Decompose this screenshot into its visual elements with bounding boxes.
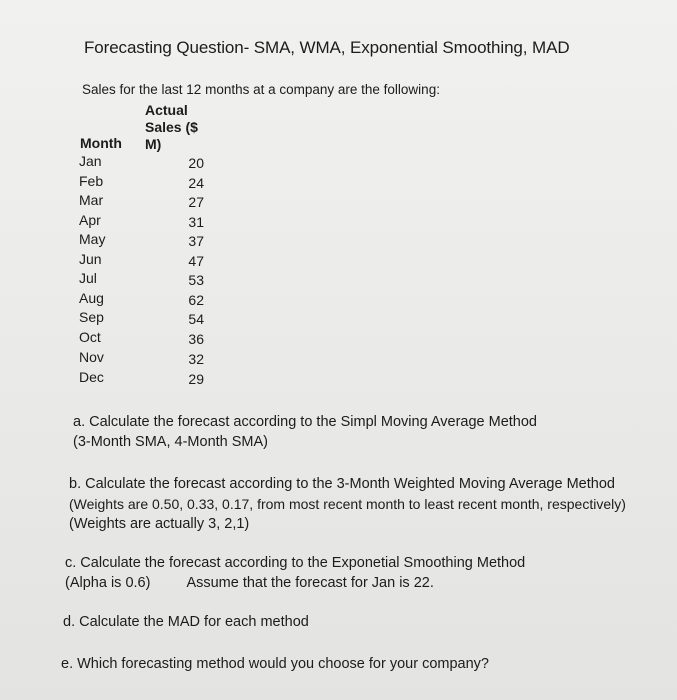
month-cell: Jan <box>79 153 102 169</box>
month-cell: Oct <box>79 329 101 345</box>
sales-cell: 29 <box>188 371 204 387</box>
sales-header-line: Actual <box>145 102 188 118</box>
page-title: Forecasting Question- SMA, WMA, Exponential Smoothing, MAD <box>84 38 570 57</box>
month-cell: Jun <box>79 251 102 267</box>
sales-header-line: Sales ($ <box>145 119 198 135</box>
sales-cell: 36 <box>188 331 204 347</box>
initial-forecast-note: Assume that the forecast for Jan is 22. <box>186 575 434 591</box>
sales-cell: 47 <box>188 253 204 269</box>
month-cell: Jul <box>79 270 97 286</box>
question-c-line: c. Calculate the forecast according to the Exponetial Smoothing Method <box>65 555 526 571</box>
sales-cell: 27 <box>188 194 204 210</box>
month-cell: Apr <box>79 212 101 228</box>
sales-cell: 53 <box>188 272 204 288</box>
question-c <box>65 553 525 593</box>
month-cell: Mar <box>79 192 104 208</box>
question-e-line: e. Which forecasting method would you choose for your company? <box>61 656 489 672</box>
month-column-header: Month <box>80 135 122 151</box>
sales-cell: 37 <box>188 233 204 249</box>
month-cell: Aug <box>79 290 104 306</box>
question-b-line: (Weights are 0.50, 0.33, 0.17, from most recent month to least recent month, respectively) <box>69 496 626 512</box>
alpha-note: (Alpha is 0.6) <box>65 575 151 591</box>
sales-header-line: M) <box>145 136 162 152</box>
question-d <box>63 612 309 632</box>
sales-cell: 20 <box>188 155 204 171</box>
sales-cell: 31 <box>188 214 204 230</box>
question-d-line: d. Calculate the MAD for each method <box>63 614 309 630</box>
question-b <box>69 474 626 534</box>
sales-cell: 24 <box>188 175 204 191</box>
month-cell: Dec <box>79 369 104 385</box>
month-cell: Sep <box>79 309 104 325</box>
month-cell: May <box>79 231 106 247</box>
question-a <box>73 412 537 452</box>
sales-cell: 62 <box>188 292 204 308</box>
sales-cell: 54 <box>188 311 204 327</box>
question-b-line: b. Calculate the forecast according to the 3-Month Weighted Moving Average Method <box>69 476 615 492</box>
question-a-line: a. Calculate the forecast according to the Simpl Moving Average Method <box>73 414 537 430</box>
month-cell: Nov <box>79 349 104 365</box>
question-b-line: (Weights are actually 3, 2,1) <box>69 516 250 532</box>
question-c-line2 <box>65 573 525 593</box>
question-a-line: (3-Month SMA, 4-Month SMA) <box>73 434 268 450</box>
sales-cell: 32 <box>188 351 204 367</box>
intro-text: Sales for the last 12 months at a company are the following: <box>82 82 440 97</box>
question-e <box>61 654 489 674</box>
sales-column-header <box>145 102 198 153</box>
month-cell: Feb <box>79 173 104 189</box>
